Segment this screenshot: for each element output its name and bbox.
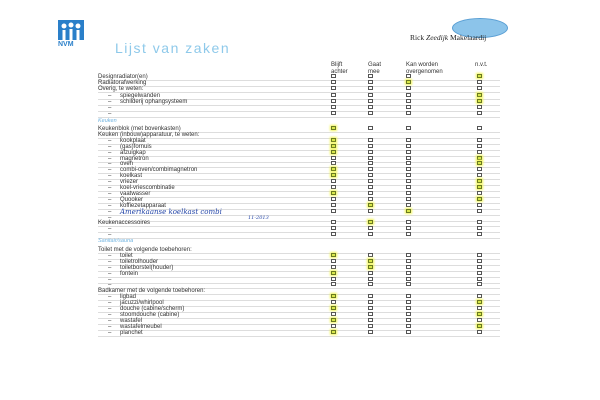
checkbox[interactable] (406, 173, 411, 177)
checkbox[interactable] (406, 312, 411, 316)
checkbox[interactable] (368, 265, 373, 269)
checkbox[interactable] (368, 111, 373, 115)
checkbox[interactable] (368, 226, 373, 230)
column-header-nvt: n.v.t. (475, 62, 488, 68)
checkbox[interactable] (331, 282, 336, 286)
checkbox[interactable] (331, 197, 336, 201)
checkbox[interactable] (331, 80, 336, 84)
item-label: jacuzzi/whirlpool (120, 300, 164, 307)
handwritten-label: 11-2013 (248, 214, 269, 221)
dash-bullet: – (108, 111, 112, 118)
checkbox[interactable] (368, 99, 373, 103)
checkbox[interactable] (406, 93, 411, 97)
dash-bullet: – (108, 300, 112, 307)
checkbox[interactable] (406, 209, 411, 213)
checkbox[interactable] (477, 150, 482, 154)
checkbox[interactable] (406, 197, 411, 201)
item-label: douche (cabine/scherm) (120, 306, 185, 312)
checkbox[interactable] (331, 277, 336, 281)
checkbox[interactable] (368, 277, 373, 281)
checkbox[interactable] (406, 324, 411, 328)
checkbox[interactable] (406, 138, 411, 142)
checkbox[interactable] (406, 330, 411, 334)
checkbox[interactable] (331, 226, 336, 230)
checkbox[interactable] (331, 93, 336, 97)
checkbox[interactable] (477, 265, 482, 269)
checkbox[interactable] (406, 277, 411, 281)
checkbox[interactable] (477, 197, 482, 201)
checkbox[interactable] (368, 318, 373, 322)
item-label: stoomdouche (cabine) (120, 311, 180, 318)
section-heading: Keuken (98, 118, 117, 124)
page-title: Lijst van zaken (115, 40, 231, 56)
checkbox[interactable] (477, 191, 482, 195)
checkbox[interactable] (477, 300, 482, 304)
checkbox[interactable] (477, 111, 482, 115)
checkbox[interactable] (331, 99, 336, 103)
checkbox[interactable] (406, 105, 411, 109)
item-label: fontein (120, 270, 139, 277)
checkbox[interactable] (368, 324, 373, 328)
dash-bullet: – (108, 149, 112, 156)
item-label: koelkast (120, 173, 143, 180)
item-label: Quooker (120, 196, 144, 203)
checkbox[interactable] (368, 138, 373, 142)
dash-bullet: – (108, 323, 112, 330)
checkbox[interactable] (331, 138, 336, 142)
checkbox[interactable] (331, 300, 336, 304)
dash-bullet: – (108, 270, 112, 277)
checkbox[interactable] (331, 294, 336, 298)
checkbox[interactable] (406, 167, 411, 171)
checkbox[interactable] (331, 74, 336, 78)
checkbox[interactable] (406, 191, 411, 195)
dash-bullet: – (108, 311, 112, 318)
checkbox[interactable] (331, 318, 336, 322)
checkbox[interactable] (477, 277, 482, 281)
section-heading: Sanitair/sauna (98, 238, 134, 244)
checkbox[interactable] (368, 197, 373, 201)
item-label: magnetron (120, 155, 149, 162)
checkbox[interactable] (331, 144, 336, 148)
dash-bullet: – (108, 98, 112, 105)
checkbox[interactable] (477, 185, 482, 189)
checkbox[interactable] (368, 161, 373, 165)
checkbox[interactable] (368, 259, 373, 263)
checkbox[interactable] (477, 271, 482, 275)
handwritten-label: Amerikaanse koelkast combi (120, 207, 222, 216)
checkbox[interactable] (331, 203, 336, 207)
checkbox[interactable] (368, 191, 373, 195)
item-label: Overig, te weten: (98, 86, 144, 93)
item-label: Keukenblok (met bovenkasten) (98, 126, 181, 132)
list-item (98, 111, 500, 118)
checkbox[interactable] (477, 167, 482, 171)
checkbox[interactable] (477, 99, 482, 103)
checkbox[interactable] (477, 226, 482, 230)
checkbox[interactable] (406, 220, 411, 224)
dash-bullet: – (108, 317, 112, 324)
checkbox[interactable] (368, 74, 373, 78)
checkbox[interactable] (477, 220, 482, 224)
dash-bullet: – (108, 276, 112, 283)
checkbox[interactable] (368, 185, 373, 189)
checkbox[interactable] (331, 150, 336, 154)
checkbox[interactable] (368, 179, 373, 183)
checkbox[interactable] (477, 161, 482, 165)
checkbox[interactable] (406, 86, 411, 90)
checkbox[interactable] (368, 306, 373, 310)
checkbox[interactable] (331, 259, 336, 263)
checkbox[interactable] (406, 161, 411, 165)
checkbox[interactable] (331, 105, 336, 109)
checkbox[interactable] (477, 126, 482, 130)
checkbox[interactable] (477, 93, 482, 97)
checkbox[interactable] (368, 105, 373, 109)
checkbox[interactable] (477, 259, 482, 263)
checkbox[interactable] (331, 306, 336, 310)
dash-bullet: – (108, 190, 112, 197)
checkbox[interactable] (368, 271, 373, 275)
item-label: koel-vriescombinatie (120, 185, 175, 191)
checkbox[interactable] (368, 173, 373, 177)
checkbox[interactable] (406, 99, 411, 103)
dash-bullet: – (108, 173, 112, 180)
checkbox[interactable] (477, 105, 482, 109)
checkbox[interactable] (406, 74, 411, 78)
checkbox[interactable] (406, 265, 411, 269)
brand-name-part: Makelaardij (448, 33, 487, 42)
checkbox[interactable] (477, 156, 482, 160)
checkbox[interactable] (477, 209, 482, 213)
checkbox[interactable] (331, 271, 336, 275)
checkbox[interactable] (331, 111, 336, 115)
item-label: oven (120, 161, 134, 168)
dash-bullet: – (108, 143, 112, 150)
item-label: toiletrolhouder (120, 258, 159, 265)
item-label: toiletborstel(houder) (120, 264, 174, 271)
checkbox[interactable] (368, 167, 373, 171)
dash-bullet: – (108, 155, 112, 162)
dash-bullet: – (108, 105, 112, 111)
checkbox[interactable] (368, 232, 373, 236)
dash-bullet: – (108, 196, 112, 203)
checkbox[interactable] (368, 330, 373, 334)
item-label: afzuigkap (120, 149, 146, 156)
checkbox[interactable] (331, 324, 336, 328)
item-label: Radiatorafwerking (98, 80, 147, 87)
checkbox[interactable] (406, 300, 411, 304)
list-item (98, 330, 500, 337)
checkbox[interactable] (406, 144, 411, 148)
checkbox[interactable] (477, 232, 482, 236)
checkbox[interactable] (331, 86, 336, 90)
checkbox[interactable] (368, 253, 373, 257)
item-label: spiegelwanden (120, 92, 161, 99)
item-label: toilet (120, 252, 133, 259)
checkbox[interactable] (477, 324, 482, 328)
dash-bullet: – (108, 258, 112, 265)
checkbox[interactable] (477, 330, 482, 334)
checkbox[interactable] (477, 144, 482, 148)
checkbox[interactable] (477, 318, 482, 322)
checkbox[interactable] (406, 179, 411, 183)
checkbox[interactable] (331, 312, 336, 316)
checkbox[interactable] (477, 282, 482, 286)
logo-text: NVM (58, 41, 74, 48)
brand-name (410, 33, 486, 42)
checkbox[interactable] (368, 93, 373, 97)
column-header-blijft-achter: Blijft achter (331, 62, 348, 75)
checkbox[interactable] (406, 259, 411, 263)
checkbox[interactable] (331, 126, 336, 130)
checkbox[interactable] (368, 282, 373, 286)
checkbox[interactable] (368, 294, 373, 298)
checkbox[interactable] (477, 312, 482, 316)
dash-bullet: – (108, 226, 112, 233)
dash-bullet: – (108, 208, 112, 215)
checkbox[interactable] (368, 150, 373, 154)
checkbox[interactable] (477, 138, 482, 142)
item-label: wastafel (120, 317, 143, 324)
checkbox[interactable] (406, 253, 411, 257)
item-label: ligbad (120, 294, 137, 301)
checkbox[interactable] (331, 173, 336, 177)
checkbox[interactable] (331, 179, 336, 183)
checkbox[interactable] (477, 80, 482, 84)
checkbox[interactable] (368, 144, 373, 148)
checkbox[interactable] (477, 173, 482, 177)
checkbox[interactable] (331, 191, 336, 195)
checkbox[interactable] (368, 220, 373, 224)
checkbox[interactable] (331, 330, 336, 334)
checkbox[interactable] (406, 226, 411, 230)
item-label: Keuken (inbouw)apparatuur, te weten: (98, 131, 200, 138)
checkbox[interactable] (368, 156, 373, 160)
checkbox[interactable] (331, 156, 336, 160)
item-label: Toilet met de volgende toebehoren: (98, 247, 192, 253)
checkbox[interactable] (477, 86, 482, 90)
checkbox[interactable] (406, 111, 411, 115)
dash-bullet: – (108, 264, 112, 271)
checkbox[interactable] (406, 306, 411, 310)
dash-bullet: – (108, 202, 112, 209)
checkbox[interactable] (368, 203, 373, 207)
checkbox[interactable] (406, 156, 411, 160)
checkbox[interactable] (368, 126, 373, 130)
checkbox[interactable] (368, 300, 373, 304)
item-label: (gas)fornuis (120, 143, 152, 150)
item-label: koffiezetapparaat (120, 202, 166, 209)
brand-name-italic: Zeedijk (426, 33, 449, 42)
brand-name-part: Rick (410, 33, 427, 42)
checkbox[interactable] (331, 265, 336, 269)
dash-bullet: – (108, 329, 112, 336)
item-label: vaatwasser (120, 190, 151, 197)
checkbox[interactable] (406, 294, 411, 298)
checkbox[interactable] (406, 80, 411, 84)
column-header-gaat-mee: Gaat mee (368, 62, 382, 75)
checkbox[interactable] (331, 209, 336, 213)
item-label: Designradiator(en) (98, 74, 148, 80)
dash-bullet: – (108, 185, 112, 191)
checkbox[interactable] (406, 282, 411, 286)
checkbox[interactable] (368, 312, 373, 316)
checkbox[interactable] (406, 185, 411, 189)
item-label: vriezer (120, 179, 139, 186)
dash-bullet: – (108, 232, 112, 239)
item-label: wastafelmeubel (120, 323, 162, 330)
checkbox[interactable] (406, 271, 411, 275)
checkbox[interactable] (331, 232, 336, 236)
dash-bullet: – (108, 137, 112, 144)
dash-bullet: – (108, 282, 112, 289)
checkbox[interactable] (477, 74, 482, 78)
dash-bullet: – (108, 92, 112, 99)
column-header-overgenomen: Kan worden overgenomen (406, 62, 443, 75)
checkbox[interactable] (477, 179, 482, 183)
checkbox[interactable] (331, 220, 336, 224)
checkbox[interactable] (477, 294, 482, 298)
dash-bullet: – (108, 179, 112, 186)
checkbox[interactable] (477, 253, 482, 257)
checkbox[interactable] (331, 161, 336, 165)
item-label: planchet (120, 329, 143, 336)
item-label: schilderij ophangsysteem (120, 98, 188, 105)
checkbox[interactable] (477, 306, 482, 310)
checkbox[interactable] (331, 167, 336, 171)
dash-bullet: – (108, 167, 112, 174)
dash-bullet: – (108, 214, 112, 221)
checkbox[interactable] (406, 126, 411, 130)
dash-bullet: – (108, 306, 112, 312)
checkbox[interactable] (406, 318, 411, 322)
item-label: Badkamer met de volgende toebehoren: (98, 288, 206, 295)
checkbox[interactable] (331, 253, 336, 257)
list-item (98, 232, 500, 239)
checkbox[interactable] (368, 86, 373, 90)
item-label: Keukenaccessoires (98, 220, 151, 227)
checkbox[interactable] (331, 185, 336, 189)
checkbox[interactable] (406, 203, 411, 207)
checkbox[interactable] (406, 150, 411, 154)
dash-bullet: – (108, 252, 112, 259)
checkbox[interactable] (477, 203, 482, 207)
dash-bullet: – (108, 161, 112, 168)
checkbox[interactable] (406, 232, 411, 236)
nvm-logo-icon (58, 20, 84, 40)
checkbox[interactable] (368, 209, 373, 213)
item-label: kookplaat (120, 137, 146, 144)
item-label: combi-oven/combimagnetron (120, 167, 198, 174)
checkbox[interactable] (368, 80, 373, 84)
dash-bullet: – (108, 294, 112, 301)
